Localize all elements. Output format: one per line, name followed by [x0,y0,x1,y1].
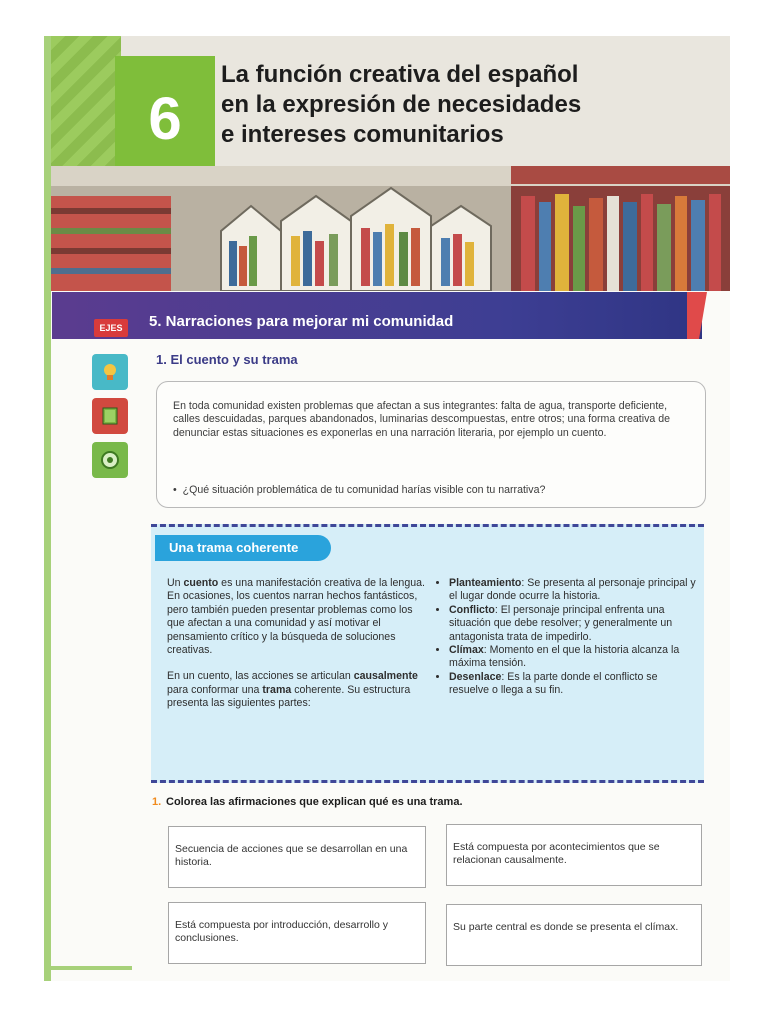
answer-option-text: Está compuesta por introducción, desarrollo y conclusiones. [175,919,389,944]
intro-question: • ¿Qué situación problemática de tu comunidad harías visible con tu narrativa? [173,484,546,496]
chapter-title-line-1: La función creativa del español [221,61,579,88]
info-p1-bold: cuento [183,577,219,589]
activity-instruction: Colorea las afirmaciones que explican qué es una trama. [166,796,463,808]
textbook-page [44,36,730,981]
intro-question-text: ¿Qué situación problemática de tu comunidad harías visible con tu narrativa? [182,484,546,496]
footer-stripe [44,966,132,970]
info-left-column [167,577,427,724]
story-part-term: Conflicto [449,603,495,616]
book-icon [92,398,128,434]
section-title: 5. Narraciones para mejorar mi comunidad [149,313,454,330]
answer-option-text: Su parte central es donde se presenta el clímax. [453,921,679,933]
lightbulb-icon [92,354,128,390]
story-part-desc: : Momento en el que la historia alcanza la máxima tensión. [449,644,680,670]
chapter-title [221,60,691,150]
intro-box [156,381,706,508]
info-box [151,524,704,783]
chapter-title-line-3: e intereses comunitarios [221,121,504,148]
chapter-number: 6 [148,85,182,152]
info-p2-bold-2: trama [262,683,292,696]
answer-option[interactable] [168,902,426,964]
story-part-desc: : El personaje principal enfrenta una situación que debe resolver; y generalmente un antagonista trata de impedirlo. [449,603,673,643]
answer-option[interactable] [446,904,702,966]
info-tag: Una trama coherente [155,535,331,561]
story-part [449,604,697,644]
story-part [449,671,697,698]
info-paragraph-1 [167,577,427,657]
story-part-term: Clímax [449,644,484,657]
info-p2-bold-1: causalmente [353,670,418,683]
story-part-desc: : Se presenta al personaje principal y el lugar donde ocurre la historia. [449,577,696,603]
activity-number: 1. [152,796,162,808]
subsection-title: 1. El cuento y su trama [156,352,298,367]
bookshelf-illustration [51,166,730,291]
answer-option[interactable] [168,826,426,888]
chapter-title-line-2: en la expresión de necesidades [221,91,582,118]
info-paragraph-2 [167,670,427,710]
info-p2-c: coherente. Su estructura presenta las siguientes partes: [167,683,411,710]
section-header-tip [687,292,707,339]
chapter-banner [51,36,730,291]
info-p1-b: es una manifestación creativa de la lengua. En ocasiones, los cuentos narran hechos fantásticos, pero también pueden presentar problemas como los que afectan a una comunidad y así motivar el pensamiento crítico y la búsqueda de soluciones creativas. [167,577,425,657]
story-part [449,577,697,604]
story-part-desc: : Es la parte donde el conflicto se resuelve o llega a su fin. [449,670,658,697]
page-edge-stripe [44,36,51,981]
info-right-column [435,577,697,698]
info-p2-a: En un cuento, las acciones se articulan [167,670,354,683]
answer-option-text: Está compuesta por acontecimientos que se relacionan causalmente. [453,841,660,866]
info-p2-b: para conformar una [167,683,263,696]
story-parts-list [435,577,697,698]
answer-option-text: Secuencia de acciones que se desarrollan en una historia. [175,843,408,868]
answer-option[interactable] [446,824,702,886]
intro-paragraph: En toda comunidad existen problemas que afectan a sus integrantes: falta de agua, transporte deficiente, calles descuidadas, parques abandonados, luminarias descompuestas, entre otros; una forma creativa de denunciar estas situaciones es exponerlas en una narración literaria, por ejemplo un cuento. [173,400,671,439]
story-part-term: Desenlace [449,670,502,683]
story-part-term: Planteamiento [449,577,522,589]
circle-icon [92,442,128,478]
ejes-badge: EJES [94,319,128,337]
info-p1-a: Un [167,577,184,589]
story-part [449,644,697,671]
